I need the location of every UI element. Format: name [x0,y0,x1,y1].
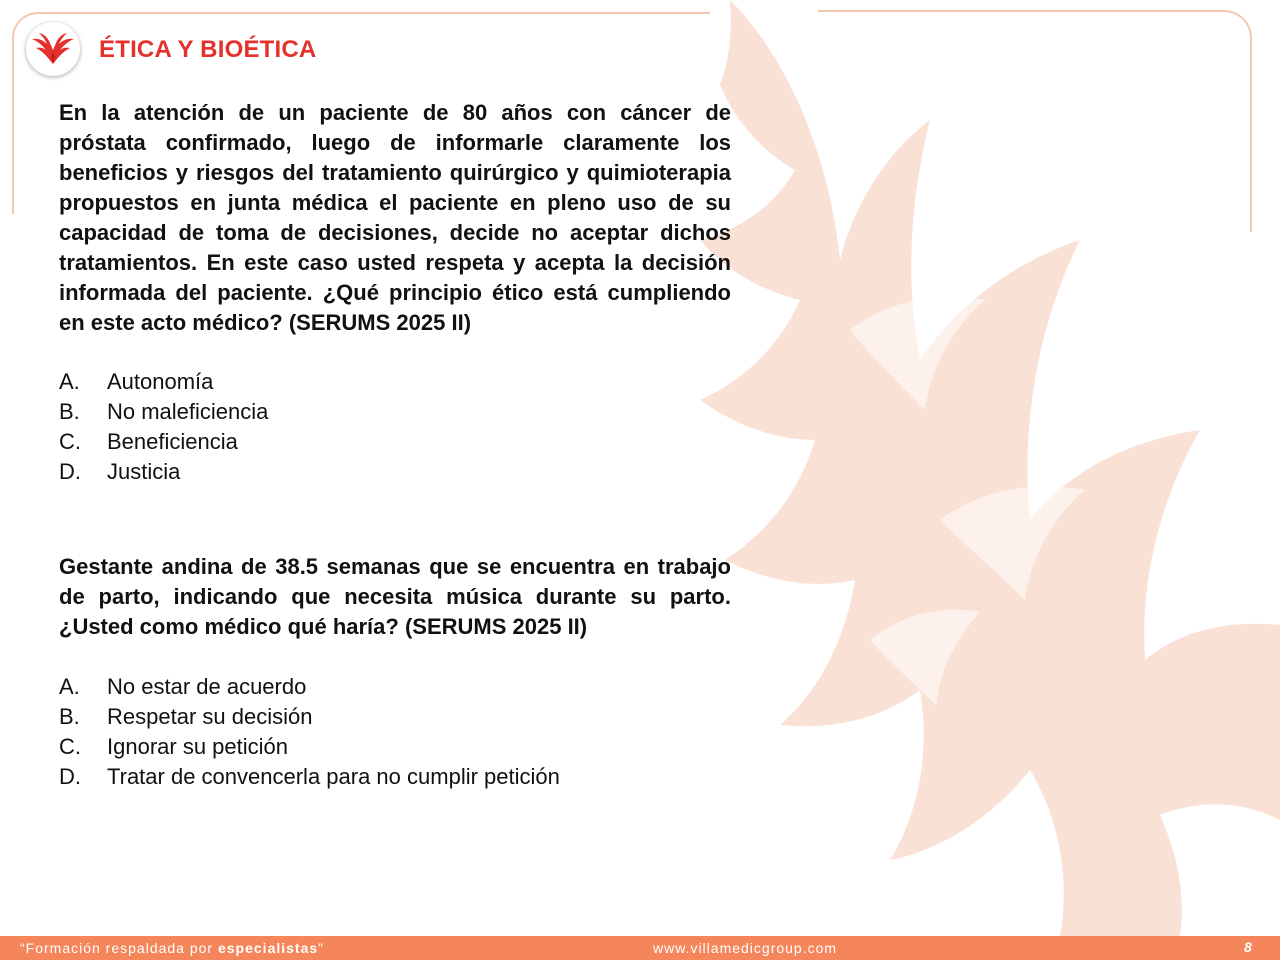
option-text: No maleficiencia [107,399,269,424]
tagline-close: ” [318,940,324,956]
option-b [59,397,731,427]
option-c [59,427,731,457]
option-letter: A. [59,369,80,394]
option-text: Respetar su decisión [107,704,313,729]
footer-tagline [20,940,324,956]
option-text: Ignorar su petición [107,734,288,759]
tagline-open: “Formación respaldada por [20,940,218,956]
question-2-options [59,672,731,792]
option-text: Tratar de convencerla para no cumplir petición [107,764,560,789]
option-b [59,702,731,732]
option-letter: B. [59,399,80,424]
option-d [59,457,731,487]
option-d [59,762,731,792]
footer-website-link[interactable]: www.villamedicgroup.com [653,940,838,956]
question-1-stem: En la atención de un paciente de 80 años con cáncer de próstata confirmado, luego de informarle claramente los beneficios y riesgos del tratamiento quirúrgico y quimioterapia propuestos en junta médica el paciente en pleno uso de su capacidad de toma de decisiones, decide no aceptar dichos tratamientos. En este caso usted respeta y acepta la decisión informada del paciente. ¿Qué principio ético está cumpliendo en este acto médico? (SERUMS 2025 II) [59,100,731,335]
option-text: Autonomía [107,369,214,394]
option-letter: C. [59,429,81,454]
question-2-stem: Gestante andina de 38.5 semanas que se encuentra en trabajo de parto, indicando que necesita música durante su parto. ¿Usted como médico qué haría? (SERUMS 2025 II) [59,554,731,639]
option-text: No estar de acuerdo [107,674,307,699]
phoenix-logo-icon [30,28,76,70]
option-text: Beneficiencia [107,429,238,454]
page-title: ÉTICA Y BIOÉTICA [99,36,317,63]
option-letter: D. [59,764,81,789]
frame-corner-right [818,10,1252,232]
tagline-emphasis: especialistas [217,940,319,956]
option-text: Justicia [107,459,181,484]
footer-bar [0,936,1280,960]
option-letter: D. [59,459,81,484]
option-a [59,367,731,397]
option-c [59,732,731,762]
logo-badge [26,22,80,76]
question-1-options [59,367,731,487]
option-letter: A. [59,674,80,699]
option-letter: C. [59,734,81,759]
frame-line-top [70,12,710,14]
option-letter: B. [59,704,80,729]
page-number: 8 [1244,939,1252,955]
option-a [59,672,731,702]
